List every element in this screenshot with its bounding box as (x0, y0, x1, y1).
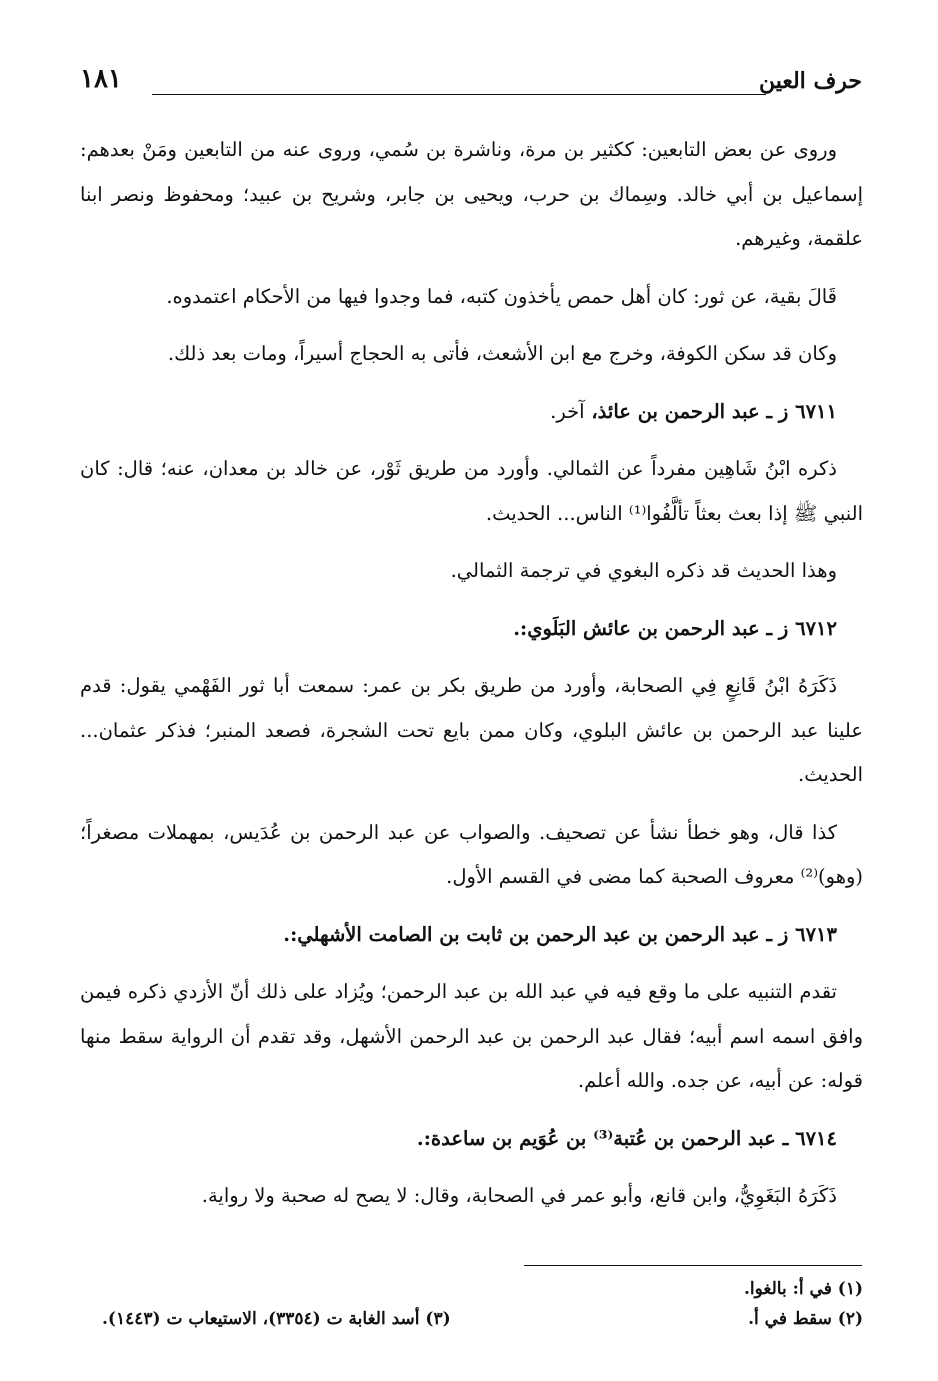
footnote-1: (١) في أ: بالغوا. (744, 1279, 863, 1299)
page-number: ١٨١ (80, 64, 122, 94)
page-header (80, 62, 862, 102)
entry-title: ٦٧١١ ز ـ عبد الرحمن بن عائذ، (591, 399, 837, 423)
main-text (80, 128, 863, 1232)
footnote-line (80, 1304, 863, 1334)
entry-paragraph: تقدم التنبيه على ما وقع فيه في عبد الله بن عبد الرحمن؛ ويُزاد على ذلك أنّ الأزدي ذكره فيمن وافق اسمه اسم أبيه؛ فقال عبد الرحمن بن عبد الرحمن الأشهل، وقد تقدم أن الرواية سقط منها قوله: عن أبيه، عن جده. والله أعلم. (80, 980, 863, 1092)
footnote-line (80, 1274, 863, 1304)
footnote-2: (٢) سقط في أ. (748, 1309, 863, 1329)
entry-title-suffix: آخر. (550, 399, 585, 423)
entry-heading-6711 (80, 390, 863, 435)
paragraph: وروى عن بعض التابعين: ككثير بن مرة، وناشرة بن سُمي، وروى عنه من التابعين ومَنْ بعدهم: إسماعيل بن أبي خالد. وسِماك بن حرب، ويحيى بن جابر، وشريح بن عبيد؛ ومحفوظ ونصر ابنا علقمة، وغيرهم. (80, 138, 863, 250)
entry-heading-6712: ٦٧١٢ ز ـ عبد الرحمن بن عائش البَلَوي:. (513, 616, 837, 640)
paragraph: وكان قد سكن الكوفة، وخرج مع ابن الأشعث، فأتى به الحجاج أسيراً، ومات بعد ذلك. (167, 342, 837, 365)
footnote-rule (524, 1265, 862, 1266)
footnote-3: (٣) أسد الغابة ت (٣٣٥٤)، الاستيعاب ت (١٤٤٣). (102, 1309, 451, 1329)
paragraph: قَالَ بقية، عن ثور: كان أهل حمص يأخذون كتبه، فما وجدوا فيها من الأحكام اعتمدوه. (166, 284, 837, 308)
entry-paragraph: ذَكَرَهُ البَغَوِيُّ، وابن قانع، وأبو عمر في الصحابة، وقال: لا يصح له صحبة ولا رواية. (201, 1184, 837, 1207)
entry-paragraph: وهذا الحديث قد ذكره البغوي في ترجمة الثمالي. (450, 559, 837, 582)
entry-heading-6713: ٦٧١٣ ز ـ عبد الرحمن بن عبد الرحمن بن ثابت بن الصامت الأشهلي:. (283, 922, 837, 946)
header-rule (152, 94, 766, 95)
entry-heading-6714: ٦٧١٤ ـ عبد الرحمن بن عُتبة⁽³⁾ بن عُوَيم بن ساعدة:. (416, 1126, 837, 1150)
running-title: حرف العين (758, 68, 862, 94)
entry-paragraph: كذا قال، وهو خطأ نشأ عن تصحيف. والصواب عن عبد الرحمن بن عُدَيس، بمهملات مصغراً؛ (وهو)⁽²⁾ معروف الصحبة كما مضى في القسم الأول. (80, 820, 863, 888)
footnotes (80, 1274, 863, 1334)
entry-paragraph: ذَكَرَهُ ابْنُ قَانِعٍ فِي الصحابة، وأورد من طريق بكر بن عمر: سمعت أبا ثور الفَهْمي يقول: قدم علينا عبد الرحمن بن عائش البلوي، وكان ممن بايع تحت الشجرة، فصعد المنبر؛ فذكر عثمان... الحديث. (80, 674, 863, 786)
entry-paragraph: ذكره ابْنُ شَاهِين مفرداً عن الثمالي. وأورد من طريق ثَوْر، عن خالد بن معدان، عنه؛ قال: كان النبي ﷺ إذا بعث بعثاً تألَّفُوا⁽¹⁾ الناس... الحديث. (80, 457, 863, 525)
